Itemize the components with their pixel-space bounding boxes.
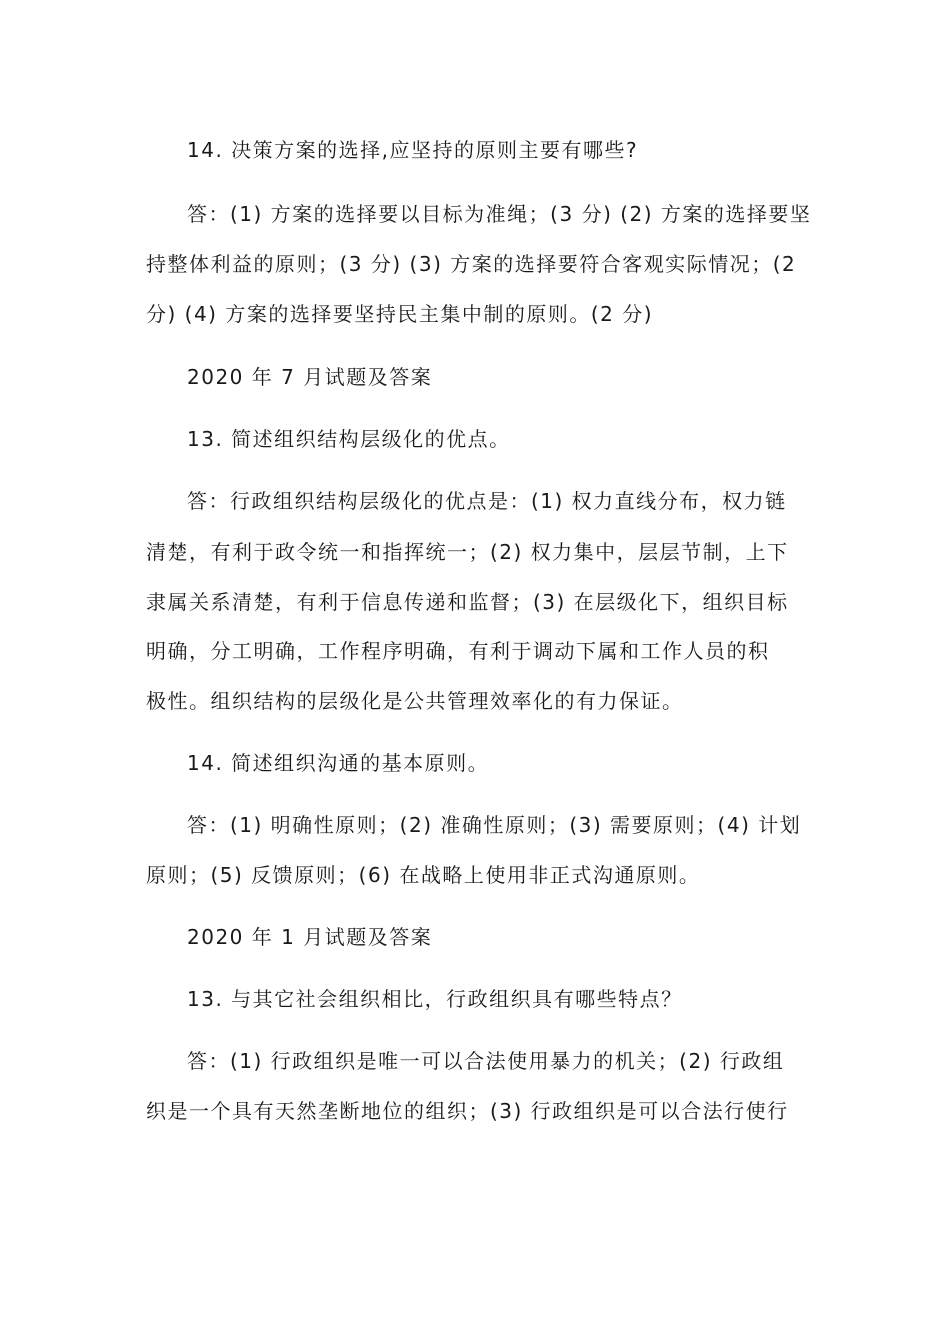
answer-line: 清楚，有利于政令统一和指挥统一；(2) 权力集中，层层节制，上下 <box>146 540 789 564</box>
question-14-decision: 14. 决策方案的选择,应坚持的原则主要有哪些? <box>187 138 639 162</box>
section-heading-2020-07: 2020 年 7 月试题及答案 <box>187 365 433 389</box>
section-heading-2020-01: 2020 年 1 月试题及答案 <box>187 925 433 949</box>
answer-line: 答：(1) 行政组织是唯一可以合法使用暴力的机关；(2) 行政组 <box>187 1049 785 1073</box>
answer-line: 原则；(5) 反馈原则；(6) 在战略上使用非正式沟通原则。 <box>146 863 701 887</box>
question-14-communication: 14. 简述组织沟通的基本原则。 <box>187 751 490 775</box>
answer-line: 答：(1) 明确性原则；(2) 准确性原则；(3) 需要原则；(4) 计划 <box>187 813 802 837</box>
question-13-hierarchy: 13. 简述组织结构层级化的优点。 <box>187 427 511 451</box>
answer-line: 明确，分工明确，工作程序明确，有利于调动下属和工作人员的积 <box>146 639 770 663</box>
question-13-features: 13. 与其它社会组织相比，行政组织具有哪些特点？ <box>187 987 683 1011</box>
answer-line: 持整体利益的原则；(3 分) (3) 方案的选择要符合客观实际情况；(2 <box>146 252 797 276</box>
answer-line: 答：行政组织结构层级化的优点是：(1) 权力直线分布，权力链 <box>187 489 787 513</box>
answer-line: 隶属关系清楚，有利于信息传递和监督；(3) 在层级化下，组织目标 <box>146 590 789 614</box>
answer-line: 极性。组织结构的层级化是公共管理效率化的有力保证。 <box>146 689 684 713</box>
answer-line: 答：(1) 方案的选择要以目标为准绳；(3 分) (2) 方案的选择要坚 <box>187 202 812 226</box>
answer-line: 织是一个具有天然垄断地位的组织；(3) 行政组织是可以合法行使行 <box>146 1099 789 1123</box>
answer-line: 分) (4) 方案的选择要坚持民主集中制的原则。(2 分) <box>146 302 654 326</box>
